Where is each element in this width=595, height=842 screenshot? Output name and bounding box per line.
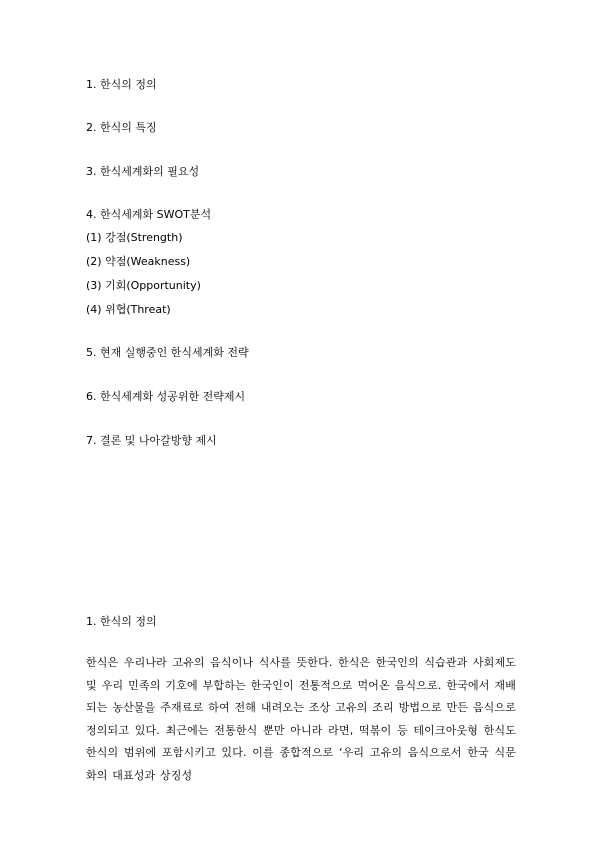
toc-item-4-sub-1: (1) 강점(Strength) xyxy=(86,231,183,244)
toc-item-1: 1. 한식의 정의 xyxy=(86,78,157,91)
section-heading: 1. 한식의 정의 xyxy=(86,615,157,628)
toc-item-2: 2. 한식의 특징 xyxy=(86,121,157,134)
toc-item-5: 5. 현재 실행중인 한식세계화 전략 xyxy=(86,346,249,359)
toc-item-3: 3. 한식세계화의 필요성 xyxy=(86,165,200,178)
toc-item-6: 6. 한식세계화 성공위한 전략제시 xyxy=(86,390,246,403)
toc-item-4-sub-3: (3) 기회(Opportunity) xyxy=(86,279,201,292)
toc-item-7: 7. 결론 및 나아갈방향 제시 xyxy=(86,434,217,447)
toc-item-4-sub-2: (2) 약점(Weakness) xyxy=(86,255,191,268)
toc-item-4: 4. 한식세계화 SWOT분석 xyxy=(86,208,212,221)
section-paragraph: 한식은 우리나라 고유의 음식이나 식사를 뜻한다. 한식은 한국인의 식습관과 사회제도 및 우리 민족의 기호에 부합하는 한국인이 전통적으로 먹어온 음식으로. 한국에서 재배되는 농산물을 주재료로 하여 전해 내려오는 조상 고유의 조리 방법으로 만든 음식으로 정의되고 있다. 최근에는 전통한식 뿐만 아니라 라면, 떡볶이 등 테이크아웃형 한식도 한식의 범위에 포함시키고 있다. 이를 종합적으로 ‘우리 고유의 음식으로서 한국 식문화의 대표성과 상징성 xyxy=(86,656,516,782)
toc-item-4-sub-4: (4) 위협(Threat) xyxy=(86,303,171,316)
